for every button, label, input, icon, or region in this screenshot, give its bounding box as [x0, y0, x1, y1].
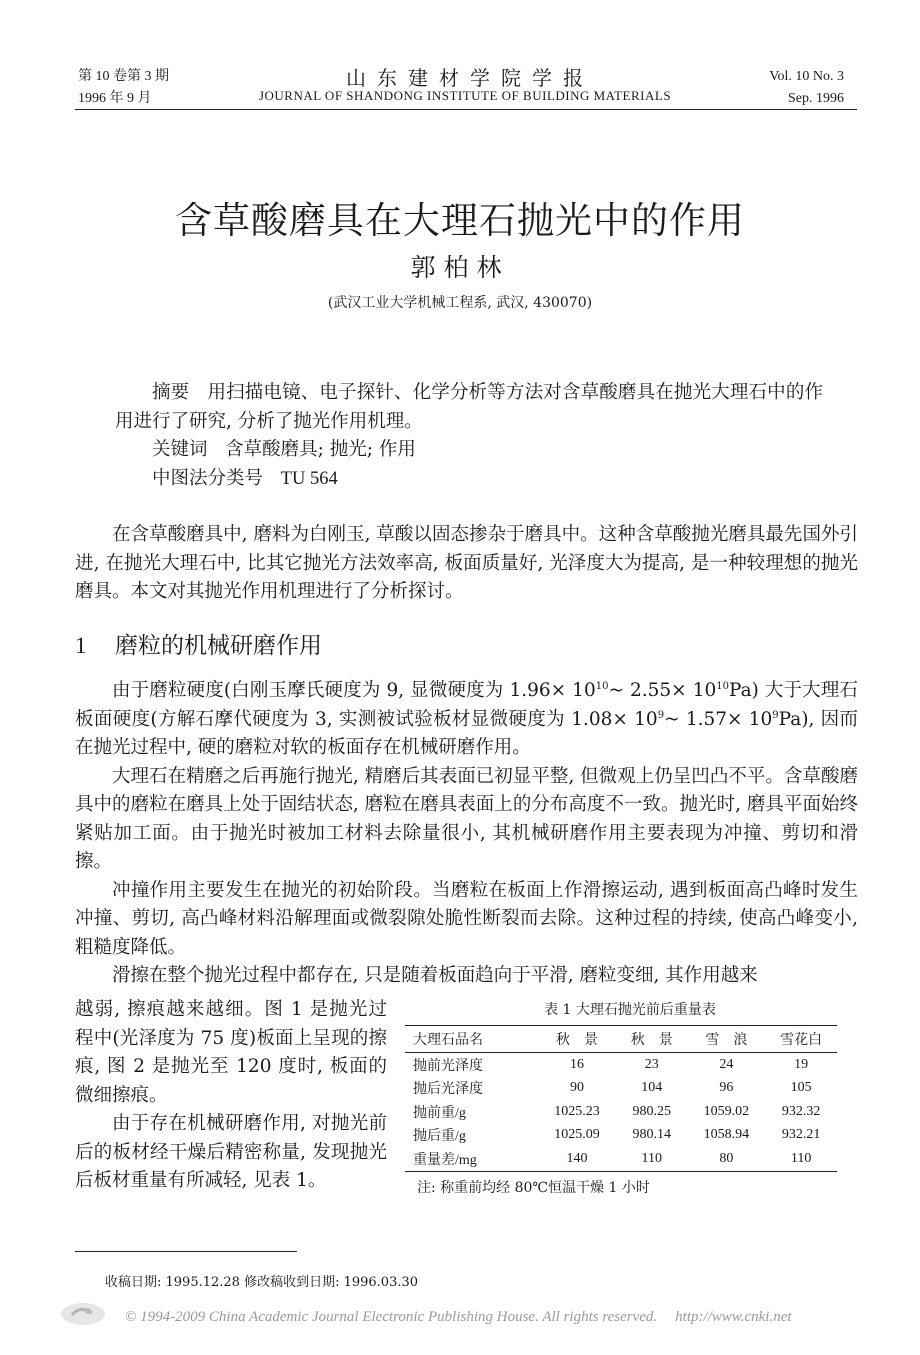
paragraph-scratch-line: 滑擦在整个抛光过程中都存在, 只是随着板面趋向于平滑, 磨粒变细, 其作用越来: [112, 965, 758, 986]
p1-exp-3: 9: [657, 709, 665, 721]
table-cell: 932.32: [781, 1103, 821, 1119]
table-cell: 23: [644, 1056, 659, 1072]
paragraph-impact: 冲撞作用主要发生在抛光的初始阶段。当磨粒在板面上作滑擦运动, 遇到板面高凸峰时发生冲撞、剪切, 高凸峰材料沿解理面或微裂隙处脆性断裂而去除。这种过程的持续, 使高凸峰变小, 粗糙度降低。: [75, 879, 858, 958]
table-cell: 抛后重/g: [413, 1129, 466, 1145]
abstract-text: 用扫描电镜、电子探针、化学分析等方法对含草酸磨具在抛光大理石中的作用进行了研究, 分析了抛光作用机理。: [115, 382, 823, 432]
table-cell: 抛后光泽度: [413, 1082, 483, 1098]
table-header-row: [405, 1026, 837, 1053]
table-cell: 110: [765, 1147, 837, 1171]
paragraph-hardness: [75, 677, 858, 763]
table-header-cell: 雪 浪: [688, 1026, 766, 1053]
journal-title-cn: 山东建材学院学报: [346, 66, 594, 90]
weight-table: [405, 1025, 837, 1172]
classification-label: 中图法分类号: [152, 467, 264, 489]
classification-value: TU 564: [280, 468, 338, 489]
cnki-logo-icon: [58, 1301, 108, 1329]
p1-exp-1: 10: [595, 680, 609, 692]
table-cell: 90: [570, 1080, 585, 1096]
p1-exp-2: 10: [716, 680, 729, 692]
body-main: [75, 677, 858, 991]
table-header-cell: 秋 景: [538, 1026, 616, 1053]
copyright-text: © 1994-2009 China Academic Journal Electronic Publishing House. All rights reserved.: [125, 1309, 658, 1325]
footnote-rule: [75, 1251, 297, 1252]
issue-number: 第 10 卷第 3 期: [78, 69, 169, 84]
table-note: 注: 称重前均经 80℃恒温干燥 1 小时: [417, 1180, 650, 1196]
table-cell: 96: [719, 1080, 734, 1096]
volume-info: [769, 66, 844, 110]
p1-part-e: Pa), 因而在抛光过程中, 硬的磨粒对软的板面存在机械研磨作用。: [75, 708, 858, 758]
abstract: [115, 379, 823, 436]
table-caption: 表 1 大理石抛光前后重量表: [544, 1002, 716, 1018]
table-cell: 抛前光泽度: [413, 1058, 483, 1074]
issue-info: [78, 66, 169, 110]
section-title: 磨粒的机械研磨作用: [115, 633, 322, 659]
p1-exp-4: 9: [772, 709, 779, 721]
table-cell: 980.14: [632, 1127, 671, 1143]
body-left-column: [75, 996, 387, 1196]
table-cell: 24: [719, 1056, 734, 1072]
table-cell: 19: [794, 1056, 809, 1072]
table-row: [405, 1124, 837, 1148]
table-row: [405, 1147, 837, 1171]
volume-number: Vol. 10 No. 3: [769, 69, 844, 84]
table-cell: 110: [616, 1147, 688, 1171]
table-header-cell: 秋 景: [616, 1026, 688, 1053]
table-cell: 932.21: [781, 1127, 821, 1143]
table-cell: 980.25: [632, 1103, 671, 1119]
keywords-text: 含草酸磨具; 抛光; 作用: [225, 439, 416, 460]
p1-part-b: ~ 2.55× 10: [608, 680, 717, 701]
table-cell: 1059.02: [703, 1103, 750, 1119]
table-cell: 105: [790, 1080, 812, 1096]
article-title: 含草酸磨具在大理石抛光中的作用: [175, 199, 745, 242]
table-cell: 1025.09: [554, 1127, 600, 1143]
table-row: [405, 1077, 837, 1101]
table-row: [405, 1100, 837, 1124]
table-cell: 抛前重/g: [413, 1105, 466, 1121]
p1-part-d: ~ 1.57× 10: [664, 708, 773, 730]
classification: [115, 465, 823, 494]
table-cell: 104: [641, 1080, 663, 1096]
table-header-cell: 大理石品名: [405, 1026, 538, 1053]
author-affiliation: (武汉工业大学机械工程系, 武汉, 430070): [327, 295, 593, 311]
table-cell: 140: [538, 1147, 616, 1171]
section-number: 1: [75, 633, 87, 658]
volume-date: Sep. 1996: [788, 91, 844, 106]
cnki-link[interactable]: http://www.cnki.net: [675, 1309, 792, 1325]
paragraph-scratch-rest: 越弱, 擦痕越来越细。图 1 是抛光过程中(光泽度为 75 度)板面上呈现的擦痕, 图 2 是抛光至 120 度时, 板面的微细擦痕。: [75, 999, 387, 1106]
paragraph-grinding: 大理石在精磨之后再施行抛光, 精磨后其表面已初显平整, 但微观上仍呈凹凸不平。含草酸磨具中的磨粒在磨具上处于固结状态, 磨粒在磨具表面上的分布高度不一致。抛光时, 磨具平面始终紧贴加工面。由于抛光时被加工材料去除量很小, 其机械研磨作用主要表现为冲撞、剪切和滑擦。: [75, 765, 858, 872]
abstract-label: 摘要: [152, 382, 190, 403]
p1-part-c: Pa) 大于大理石板面硬度(方解石摩代硬度为 3, 实测被试验板材显微硬度为 1.08× 10: [75, 680, 858, 730]
table-cell: 1058.94: [703, 1127, 750, 1143]
copyright-banner: [125, 1309, 792, 1326]
received-date-footnote: 收稿日期: 1995.12.28 修改稿收到日期: 1996.03.30: [105, 1275, 419, 1290]
table-header-cell: 雪花白: [765, 1026, 837, 1053]
table-cell: 80: [688, 1147, 766, 1171]
section-heading: [75, 627, 322, 660]
p1-part-a: 由于磨粒硬度(白刚玉摩氏硬度为 9, 显微硬度为 1.96× 10: [112, 680, 596, 701]
intro-paragraph: 在含草酸磨具中, 磨料为白刚玉, 草酸以固态掺杂于磨具中。这种含草酸抛光磨具最先国外引进, 在抛光大理石中, 比其它抛光方法效率高, 板面质量好, 光泽度大为提高, 是一种较理想的抛光磨具。本文对其抛光作用机理进行了分析探讨。: [75, 524, 858, 602]
paragraph-weight: 由于存在机械研磨作用, 对抛光前后的板材经干燥后精密称量, 发现抛光后板材重量有所减轻, 见表 1。: [75, 1113, 387, 1191]
abstract-block: [115, 379, 823, 493]
table-cell: 1025.23: [554, 1103, 600, 1119]
table-cell: 重量差/mg: [405, 1147, 538, 1171]
issue-date: 1996 年 9 月: [78, 91, 152, 106]
header-rule: [75, 109, 857, 110]
table-row: [405, 1053, 837, 1077]
article-author: 郭柏林: [410, 253, 510, 282]
keywords: [115, 436, 823, 465]
table-cell: 16: [570, 1056, 585, 1072]
keywords-label: 关键词: [152, 439, 208, 460]
journal-title-en: JOURNAL OF SHANDONG INSTITUTE OF BUILDING MATERIALS: [258, 88, 672, 103]
